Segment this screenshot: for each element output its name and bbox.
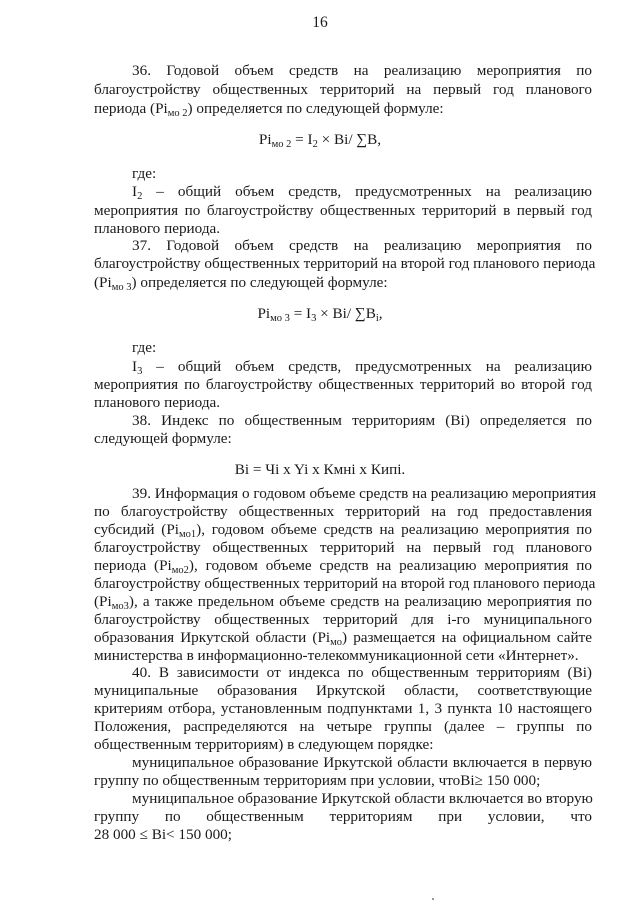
- text-line: муниципальные образования Иркутской области, соответствующие: [94, 682, 592, 699]
- text-line: где:: [132, 165, 157, 182]
- text-line: общественным территориям) в следующем порядке:: [94, 736, 434, 753]
- text-line: где:: [132, 339, 157, 356]
- text-line: критериям отбора, установленным подпунктами 1, 3 пункта 10 настоящего: [94, 700, 592, 717]
- formula: Bi = Чi x Yi x Кмнi x Кипi.: [234, 461, 406, 478]
- text-line: группу по общественным территориям при условии, чтоBi≥ 150 000;: [94, 772, 541, 789]
- text-line: $(Pi_{мо 3})$ определяется по следующей формуле:: [94, 274, 388, 293]
- text-line: министерства в информационно-телекоммуникационной сети «Интернет».: [94, 647, 579, 664]
- text-line: периода $(Pi_{мо 2})$ определяется по следующей формуле:: [94, 100, 444, 119]
- text-line: благоустройству общественных территорий для i-го муниципального: [94, 611, 592, 628]
- text-line: благоустройству общественных территорий на второй год планового периода: [94, 255, 596, 272]
- text-line: 36. Годовой объем средств на реализацию мероприятия по: [132, 62, 592, 79]
- text-line: 37. Годовой объем средств на реализацию мероприятия по: [132, 237, 592, 254]
- text-line: периода $(Pi_{мо2})$, годовом объеме средств на реализацию мероприятия по: [94, 557, 592, 576]
- text-line: планового периода.: [94, 394, 221, 411]
- text-line: 39. Информация о годовом объеме средств на реализацию мероприятия: [132, 485, 597, 502]
- text-line: мероприятия по благоустройству общественных территорий в первый год: [94, 202, 592, 219]
- text-line: планового периода.: [94, 220, 221, 237]
- page-number: 16: [312, 14, 328, 31]
- text-line: следующей формуле:: [94, 430, 232, 447]
- text-line: образования Иркутской области $(Pi_{мо})$ размещается на официальном сайте: [94, 629, 592, 648]
- formula: $Pi_{мо 3} = I_3 \times Bi/$ $\sum B_i$,: [257, 305, 383, 324]
- text-line: мероприятия по благоустройству общественных территорий во второй год: [94, 376, 592, 393]
- text-line: по благоустройству общественных территорий на год предоставления: [94, 503, 592, 520]
- text-line: благоустройству общественных территорий на второй год планового периода: [94, 575, 596, 592]
- scan-speck: [432, 898, 434, 900]
- text-line: $(Pi_{мо3})$, а также предельном объеме средств на реализацию мероприятия по: [94, 593, 592, 612]
- formula: $Pi_{мо 2} = I_2 \times Bi/$ ∑B,: [258, 131, 382, 150]
- text-line: группу по общественным территориям при условии, что: [94, 808, 592, 825]
- text-line: субсидий $(Pi_{мо1})$, годовом объеме средств на реализацию мероприятия по: [94, 521, 592, 540]
- text-line: благоустройству общественных территорий на первый год планового: [94, 81, 592, 98]
- text-line: 38. Индекс по общественным территориям (Bi) определяется по: [132, 412, 592, 429]
- text-line: Положения, распределяются на четыре группы (далее – группы по: [94, 718, 592, 735]
- text-line: 40. В зависимости от индекса по общественным территориям (Bi): [132, 664, 592, 681]
- text-line: муниципальное образование Иркутской области включается в первую: [132, 754, 592, 771]
- text-line: муниципальное образование Иркутской области включается во вторую: [132, 790, 593, 807]
- text-line: $I_2$ – общий объем средств, предусмотренных на реализацию: [132, 183, 592, 202]
- text-line: $I_3$ – общий объем средств, предусмотренных на реализацию: [132, 358, 592, 377]
- text-line: 28 000 ≤ Bi< 150 000;: [94, 826, 232, 843]
- text-line: благоустройству общественных территорий на первый год планового: [94, 539, 592, 556]
